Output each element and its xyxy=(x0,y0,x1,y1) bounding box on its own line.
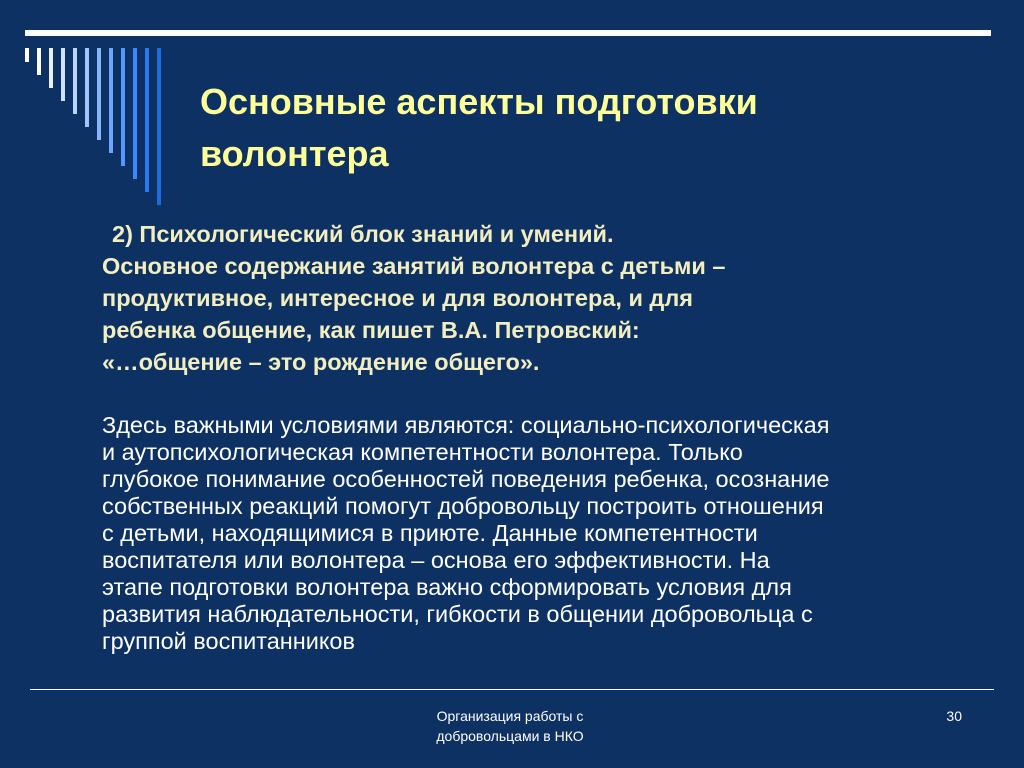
footer-caption xyxy=(380,706,640,746)
body-paragraph xyxy=(102,412,992,655)
body-line: собственных реакций помогут добровольцу построить отношения xyxy=(102,493,824,519)
decorative-stripe xyxy=(49,48,53,88)
bottom-rule xyxy=(30,689,994,690)
decorative-stripe xyxy=(109,48,113,153)
lead-paragraph xyxy=(102,218,982,378)
decorative-stripe xyxy=(145,48,149,192)
decorative-stripes xyxy=(25,48,175,208)
page-number: 30 xyxy=(946,708,962,724)
lead-line: ребенка общение, как пишет В.А. Петровский: xyxy=(102,317,640,343)
body-line: и аутопсихологическая компетентности волонтера. Только xyxy=(102,439,743,465)
decorative-stripe xyxy=(97,48,101,140)
body-line: Здесь важными условиями являются: социально-психологическая xyxy=(102,412,830,438)
body-line: развития наблюдательности, гибкости в общении добровольца с xyxy=(102,601,813,627)
decorative-stripe xyxy=(73,48,77,114)
lead-line: продуктивное, интересное и для волонтера, и для xyxy=(102,285,693,311)
decorative-stripe xyxy=(61,48,65,101)
body-line: глубокое понимание особенностей поведения ребенка, осознание xyxy=(102,466,830,492)
footer-line: добровольцами в НКО xyxy=(436,728,584,744)
decorative-stripe xyxy=(85,48,89,127)
body-line: воспитателя или волонтера – основа его эффективности. На xyxy=(102,547,770,573)
body-line: с детьми, находящимися в приюте. Данные компетентности xyxy=(102,520,758,546)
footer-line: Организация работы с xyxy=(436,708,584,724)
lead-line: Основное содержание занятий волонтера с детьми – xyxy=(102,253,726,279)
decorative-stripe xyxy=(121,48,125,166)
slide-title xyxy=(200,76,980,180)
decorative-stripe xyxy=(37,48,41,75)
decorative-stripe xyxy=(133,48,137,179)
lead-line: «…общение – это рождение общего». xyxy=(102,349,540,375)
body-line: этапе подготовки волонтера важно сформировать условия для xyxy=(102,574,792,600)
title-line: Основные аспекты подготовки xyxy=(200,81,758,122)
body-line: группой воспитанников xyxy=(102,628,355,654)
top-rule xyxy=(25,30,991,36)
decorative-stripe xyxy=(157,48,161,205)
lead-line: 2) Психологический блок знаний и умений. xyxy=(112,221,614,247)
title-line: волонтера xyxy=(200,133,389,174)
decorative-stripe xyxy=(25,48,29,62)
